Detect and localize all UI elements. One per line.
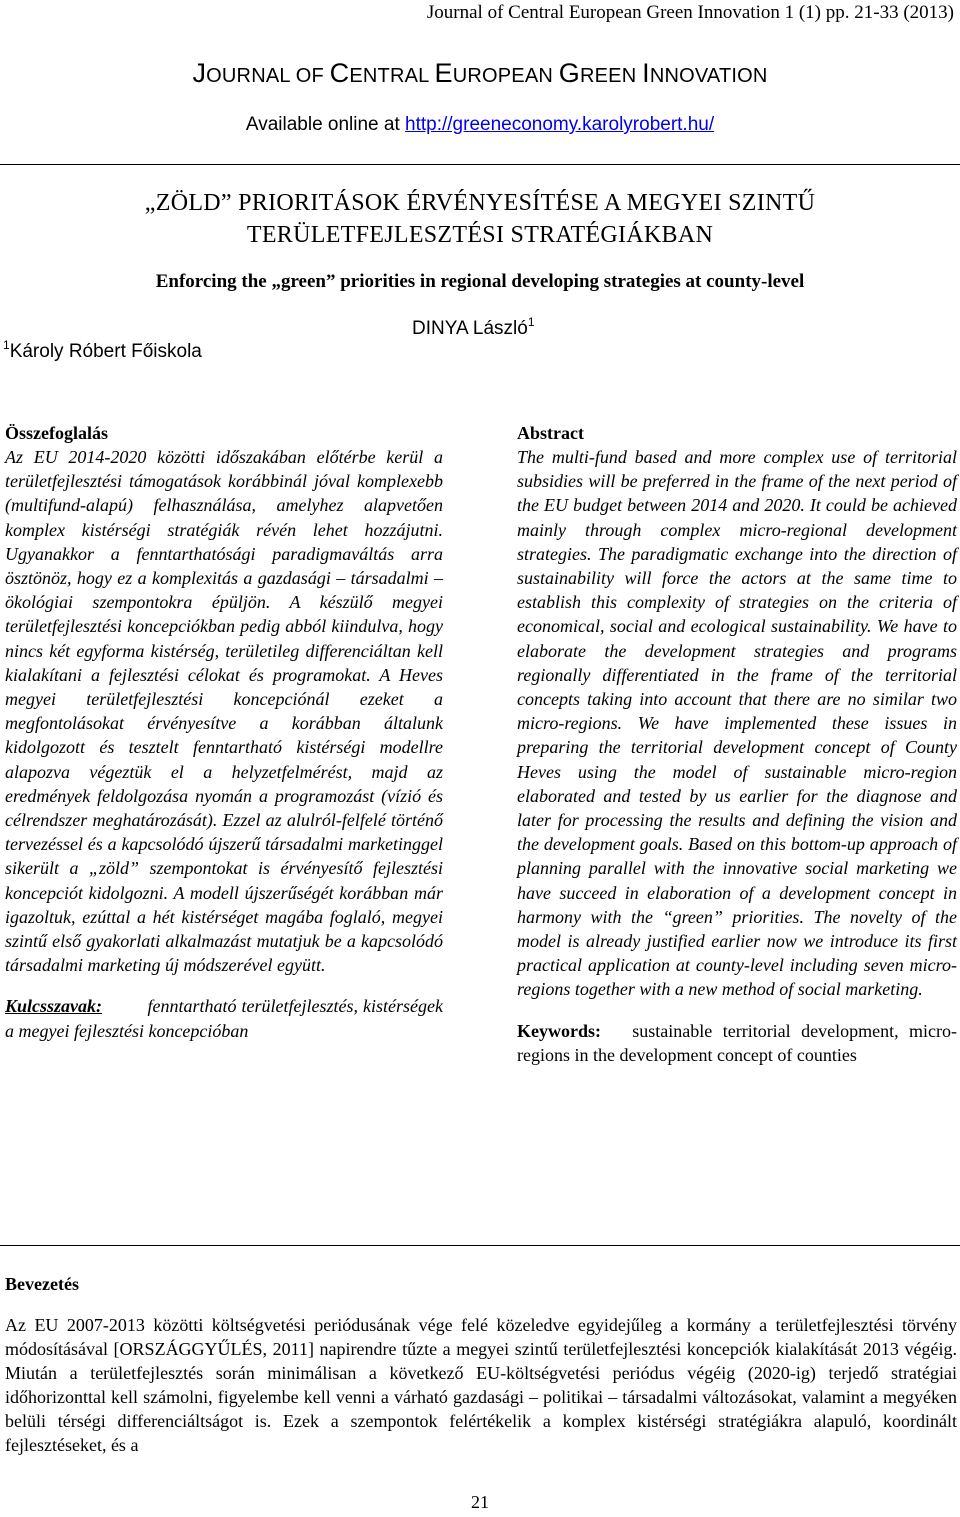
journal-name-part: UROPEAN bbox=[452, 65, 559, 87]
article-title bbox=[0, 187, 960, 251]
affiliation-name: Károly Róbert Főiskola bbox=[9, 341, 202, 362]
journal-name-initial: I bbox=[642, 58, 650, 88]
article-subtitle: Enforcing the „green” priorities in regional developing strategies at county-level bbox=[155, 271, 805, 292]
author-footnote-mark: 1 bbox=[527, 315, 535, 329]
article-title-line: TERÜLETFEJLESZTÉSI STRATÉGIÁKBAN bbox=[246, 222, 714, 248]
journal-name-initial: G bbox=[558, 58, 580, 88]
affiliation bbox=[3, 338, 202, 363]
summary-hungarian bbox=[5, 421, 443, 1043]
keywords-text: sustainable territorial development, micro-regions in the development concept of counties bbox=[517, 1020, 957, 1065]
abstract-body: The multi-fund based and more complex use of territorial subsidies will be preferred in the frame of the next period of the EU budget between 2014 and 2020. It could be achieved mainly through complex micro-regional development strategies. The paradigmatic exchange into the direction of sustainability will force the actors at the same time to establish this complexity of strategies on the criteria of economical, social and ecological sustainability. We have to elaborate the development strategies and programs regionally differentiated in the frame of the territorial concepts taking into account that there are no similar two micro-regions. We have implemented these issues in preparing the territorial development concept of County Heves using the model of sustainable micro-region elaborated and tested by us earlier for the diagnose and later for processing the results and defining the vision and the development goals. Based on this bottom-up approach of planning parallel with the innovative social marketing we have succeed in elaboration of a development concept in harmony with the “green” priorities. The novelty of the model is already justified earlier now we introduce its first practical application at county-level including seven micro-regions together with a new method of social marketing. bbox=[517, 447, 957, 1000]
section-heading: Bevezetés bbox=[5, 1274, 79, 1294]
availability-text: Available online at bbox=[245, 114, 406, 135]
keywords-block bbox=[517, 1019, 957, 1067]
journal-name-initial: E bbox=[434, 58, 453, 88]
abstract-heading: Abstract bbox=[517, 423, 584, 443]
abstract-english bbox=[517, 421, 957, 1067]
journal-name-part: OURNAL OF bbox=[206, 65, 330, 87]
keywords-label: Keywords: bbox=[517, 1020, 601, 1041]
journal-name-part: ENTRAL bbox=[349, 65, 435, 87]
journal-name-part: NNOVATION bbox=[649, 65, 768, 87]
affiliation-footnote-mark: 1 bbox=[3, 338, 10, 352]
introduction-section bbox=[5, 1272, 957, 1457]
journal-url-link[interactable]: http://greeneconomy.karolyrobert.hu/ bbox=[405, 114, 715, 135]
author bbox=[412, 315, 535, 340]
journal-name-part: REEN bbox=[579, 65, 643, 87]
keywords-block bbox=[5, 994, 443, 1042]
keywords-label: Kulcsszavak: bbox=[5, 996, 103, 1017]
journal-name-initial: C bbox=[329, 58, 350, 88]
page-number: 21 bbox=[471, 1492, 489, 1512]
journal-name-initial: J bbox=[192, 58, 207, 88]
author-name: DINYA László bbox=[412, 318, 528, 339]
introduction-body: Az EU 2007-2013 közötti költségvetési periódusának vége felé közeledve egyidejűleg a kormány a területfejlesztési törvény módosításával [ORSZÁGGYŰLÉS, 2011] napirendre tűzte a megyei szintű területfejlesztési koncepciók kialakítását 2013 végéig. Miután a területfejlesztés során minimálisan a következő EU-költségvetési periódus végéig (2020-ig) terjedő stratégiai időhorizonttal kell számolni, figyelembe kell venni a várható gazdasági – politikai – társadalmi változásokat, valamint a megyéken belüli térségi differenciáltságot is. Ezek a szempontok felértékelik a komplex kistérségi stratégiákra alapuló, koordinált fejlesztéseket, és a bbox=[5, 1315, 957, 1455]
article-title-line: „ZÖLD” PRIORITÁSOK ÉRVÉNYESÍTÉSE A MEGYEI SZINTŰ bbox=[144, 190, 816, 216]
summary-heading: Összefoglalás bbox=[5, 423, 108, 443]
availability-line bbox=[0, 114, 960, 136]
journal-citation: Journal of Central European Green Innovation 1 (1) pp. 21-33 (2013) bbox=[426, 2, 954, 23]
journal-name bbox=[0, 58, 960, 89]
section-divider bbox=[0, 1245, 960, 1246]
summary-body: Az EU 2014-2020 közötti időszakában előtérbe kerül a területfejlesztési támogatások korábbinál jóval komplexebb (multifund-alapú) felhasználása, amelyhez alapvetően komplex kistérségi stratégiák révén lehet hozzájutni. Ugyanakkor a fenntarthatósági paradigmaváltás arra ösztönöz, hogy ez a komplexitás a gazdasági – társadalmi – ökológiai szempontokra épüljön. A készülő megyei területfejlesztési koncepciókban pedig abból kiindulva, hogy nincs két egyforma kistérség, területileg differenciáltan kell kialakítani a fejlesztési célokat és programokat. A Heves megyei területfejlesztési koncepciónál ezeket a megfontolásokat érvényesítve a korábban általunk kidolgozott és tesztelt fenntartható kistérségi modellre alapozva végeztük el a helyzetfelmérést, majd az eredmények feldolgozása nyomán a programozást (vízió és célrendszer meghatározását). Ezzel az alulról-felfelé történő tervezéssel és a kapcsolódó újszerű társadalmi marketinggel sikerült a „zöld” szempontokat is érvényesítő fejlesztési koncepciót kidolgozni. A modell újszerűségét korábban már igazoltuk, ezúttal a hét kistérséget magába foglaló, megyei szintű első gyakorlati alkalmazást mutatjuk be a kapcsolódó társadalmi marketing új módszerével együtt. bbox=[5, 447, 443, 976]
header-divider bbox=[0, 164, 960, 165]
keywords-text: fenntartható területfejlesztés, kistérségek a megyei fejlesztési koncepcióban bbox=[5, 996, 444, 1041]
